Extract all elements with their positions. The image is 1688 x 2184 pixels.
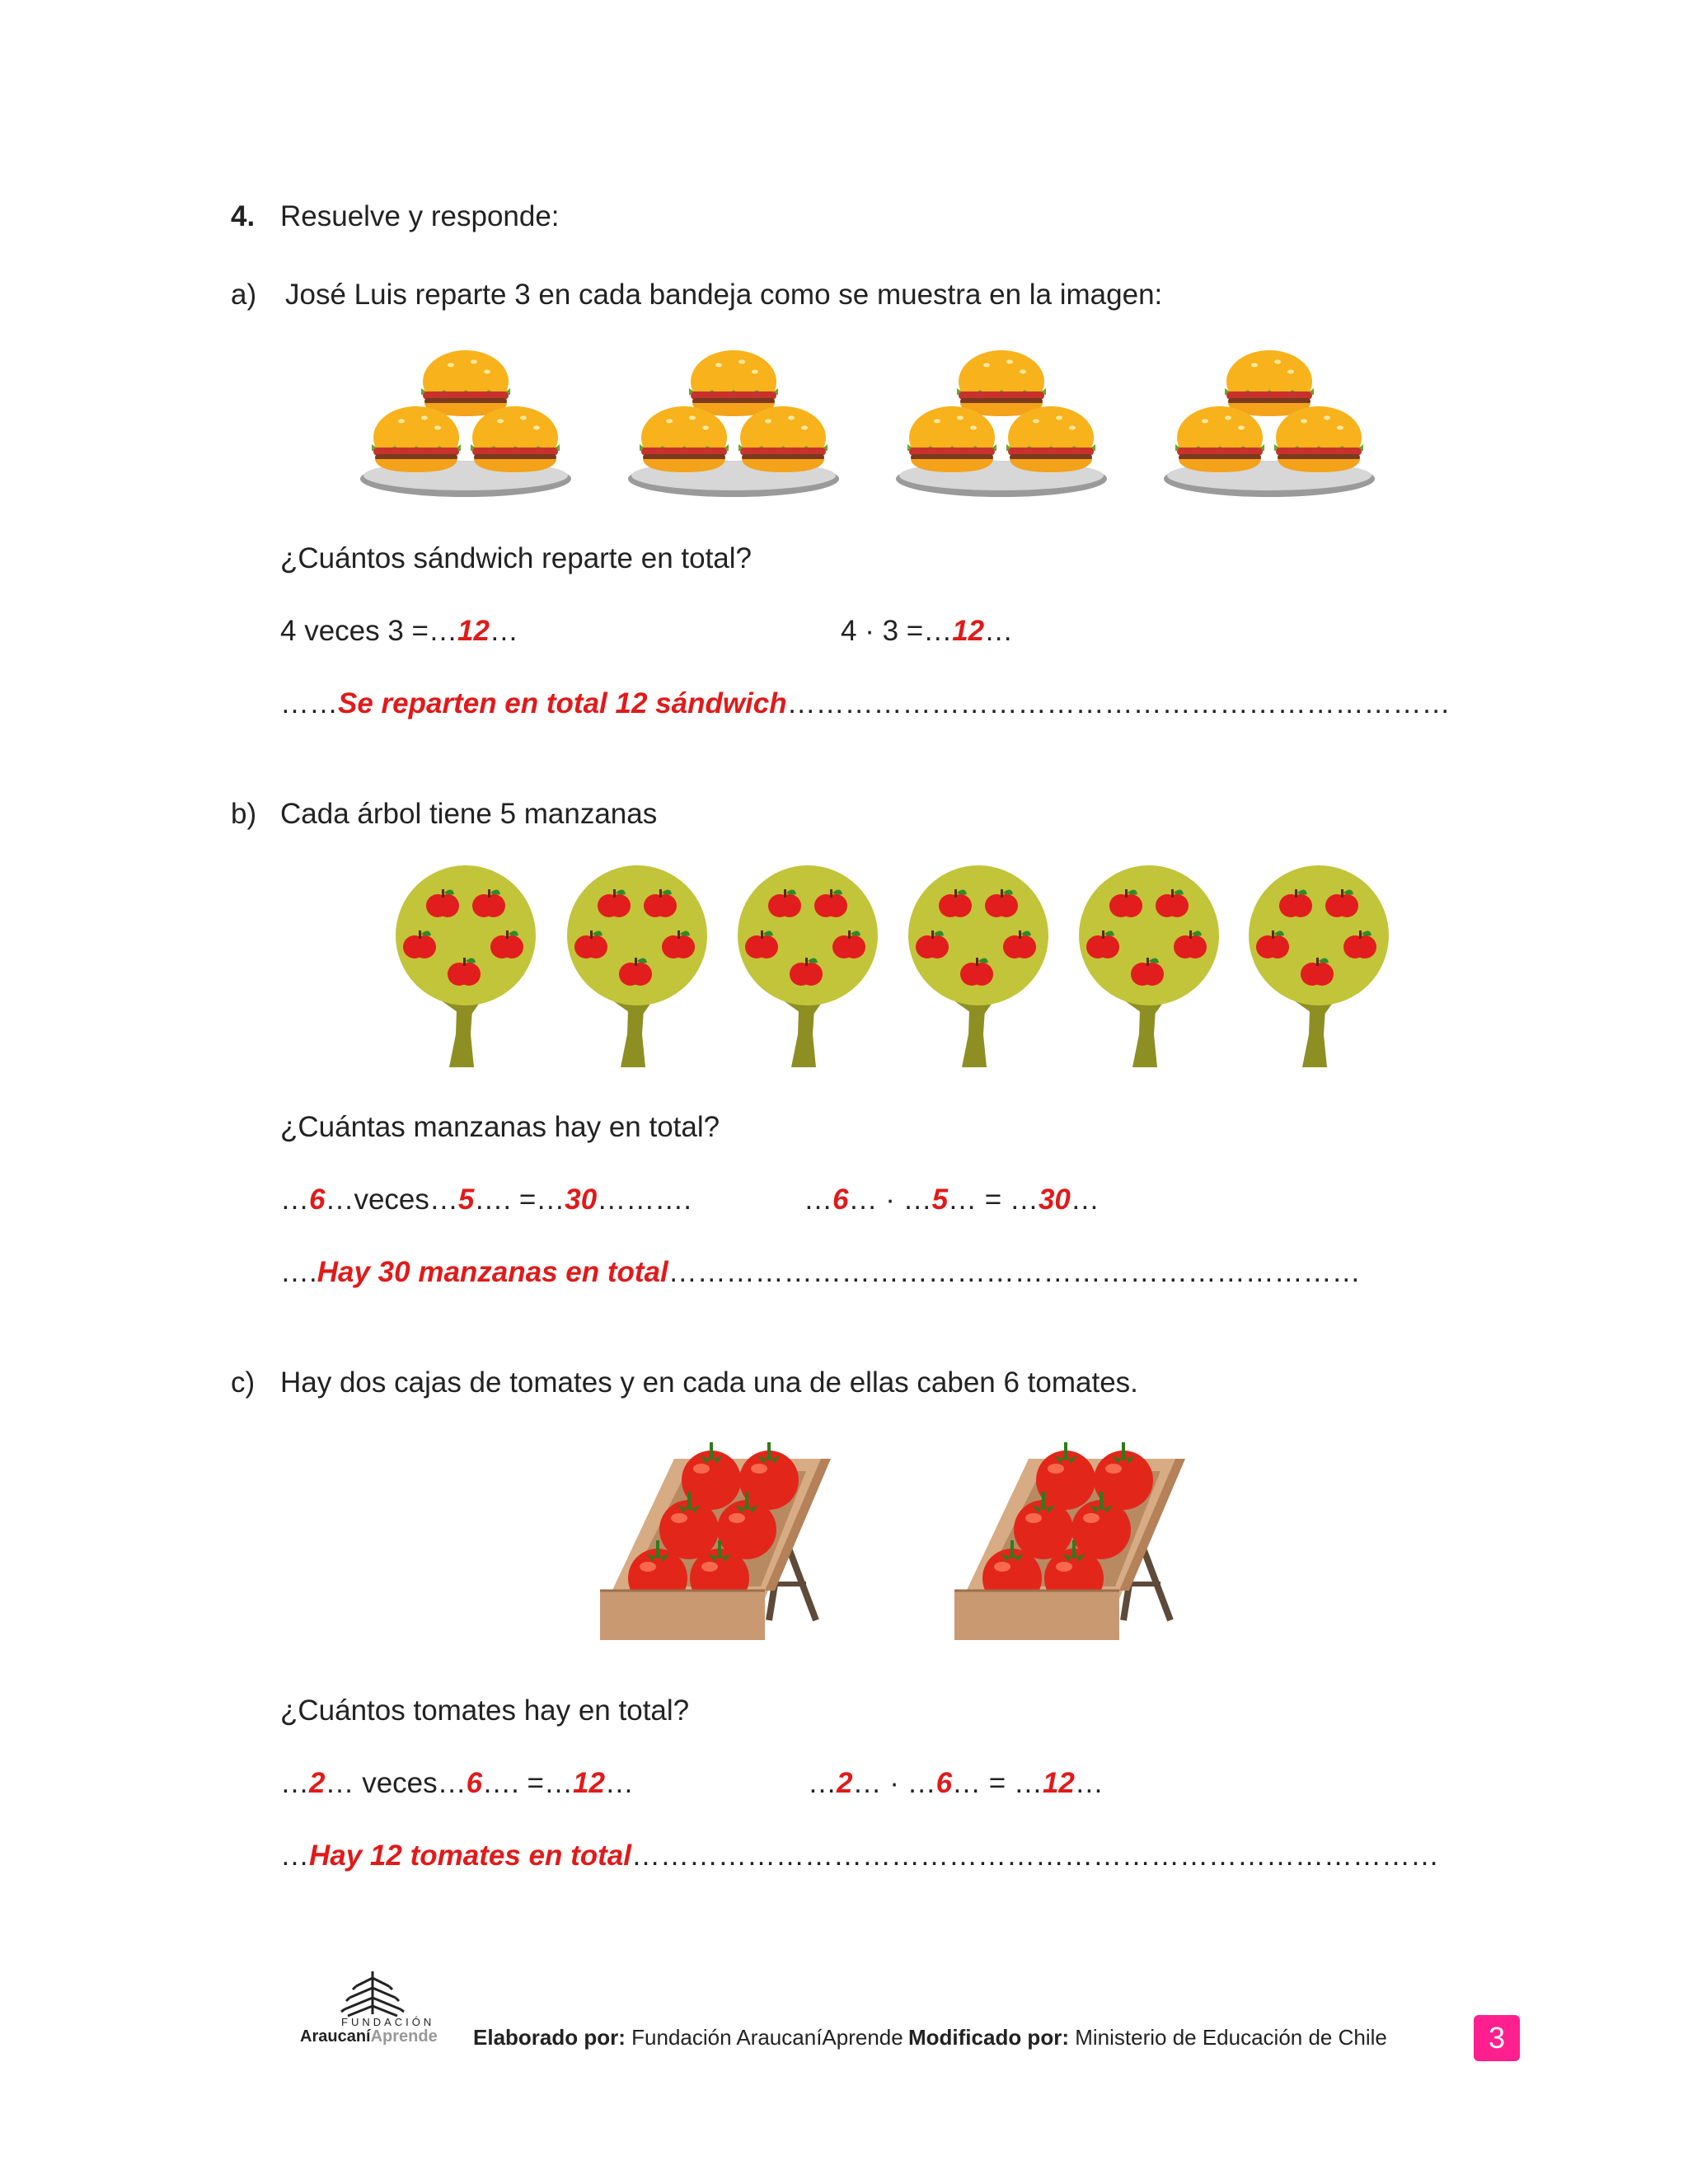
exercise-instruction: Resuelve y responde: bbox=[280, 200, 560, 232]
part-c-answer-line bbox=[280, 1841, 1439, 1870]
part-b-equation-1 bbox=[280, 1185, 692, 1214]
eq-text: … = … bbox=[948, 1183, 1039, 1216]
answer-lead: …. bbox=[280, 1256, 317, 1288]
eq-answer: 12 bbox=[572, 1767, 605, 1799]
eq-text: …veces… bbox=[325, 1183, 458, 1216]
part-c-label: c) bbox=[231, 1366, 256, 1399]
eq-text: … bbox=[808, 1767, 837, 1799]
part-a-statement: José Luis reparte 3 en cada bandeja como se muestra en la imagen: bbox=[285, 279, 1163, 311]
exercise-number: 4. bbox=[231, 200, 256, 232]
part-b-answer-line bbox=[280, 1258, 1361, 1286]
tomato-crate-icon bbox=[954, 1426, 1193, 1648]
burger-plate-icon bbox=[618, 342, 849, 507]
answer-text: Hay 12 tomates en total bbox=[309, 1840, 631, 1872]
eq-answer: 6 bbox=[309, 1183, 326, 1216]
eq-answer: 30 bbox=[565, 1183, 598, 1216]
apple-tree-icon bbox=[1075, 861, 1223, 1076]
eq-answer: 5 bbox=[457, 1183, 475, 1216]
apple-tree-icon bbox=[904, 861, 1053, 1076]
part-a-question: ¿Cuántos sándwich reparte en total? bbox=[280, 542, 752, 574]
answer-trail: ……………………………………………………………… bbox=[668, 1256, 1361, 1288]
eq-answer: 2 bbox=[309, 1767, 326, 1799]
logo-wordmark bbox=[300, 2027, 438, 2046]
eq-answer: 12 bbox=[952, 615, 985, 647]
eq-text: … bbox=[489, 615, 518, 647]
burger-plate-icon bbox=[1154, 342, 1385, 507]
part-b-statement: Cada árbol tiene 5 manzanas bbox=[280, 798, 658, 830]
eq-text: … bbox=[984, 615, 1014, 647]
made-by-value: Fundación AraucaníAprende bbox=[631, 2025, 903, 2050]
eq-text: … bbox=[280, 1767, 309, 1799]
eq-answer: 6 bbox=[832, 1183, 849, 1216]
answer-lead: … bbox=[280, 1840, 309, 1872]
eq-text: … = … bbox=[952, 1767, 1043, 1799]
eq-answer: 6 bbox=[935, 1767, 953, 1799]
part-b-equation-2 bbox=[804, 1185, 1100, 1214]
eq-text: … bbox=[1074, 1767, 1104, 1799]
answer-trail: …………………………………………………………… bbox=[786, 687, 1451, 719]
eq-text: …. =… bbox=[482, 1767, 573, 1799]
apple-tree-icon bbox=[1245, 861, 1393, 1076]
apple-tree-icon bbox=[392, 861, 540, 1076]
part-a-equation-2 bbox=[841, 616, 1013, 645]
eq-answer: 2 bbox=[837, 1767, 853, 1799]
eq-text: … bbox=[280, 1183, 309, 1216]
answer-lead: …… bbox=[280, 687, 338, 719]
eq-text: … bbox=[1070, 1183, 1100, 1216]
burger-plate-icon bbox=[886, 342, 1117, 507]
part-a-label: a) bbox=[231, 279, 257, 311]
modified-label: Modificado por: bbox=[908, 2025, 1069, 2050]
apple-tree-icon bbox=[734, 861, 882, 1076]
part-c-question: ¿Cuántos tomates hay en total? bbox=[280, 1694, 690, 1727]
eq-text: … bbox=[604, 1767, 634, 1799]
eq-text: … veces… bbox=[325, 1767, 467, 1799]
tomato-crate-icon bbox=[600, 1426, 839, 1648]
logo-word-1: Araucaní bbox=[300, 2027, 371, 2046]
burger-plate-icon bbox=[350, 342, 581, 507]
eq-text: … · … bbox=[848, 1183, 932, 1216]
part-a-answer-line bbox=[280, 689, 1451, 718]
eq-answer: 5 bbox=[931, 1183, 949, 1216]
answer-text: Se reparten en total 12 sándwich bbox=[338, 687, 787, 719]
part-b-question: ¿Cuántas manzanas hay en total? bbox=[280, 1111, 720, 1143]
eq-text: …. =… bbox=[474, 1183, 565, 1216]
part-c-equation-2 bbox=[808, 1769, 1104, 1797]
part-c-equation-1 bbox=[280, 1769, 634, 1797]
made-by-label: Elaborado por: bbox=[473, 2025, 626, 2050]
eq-answer: 12 bbox=[457, 615, 490, 647]
eq-text: … · … bbox=[852, 1767, 936, 1799]
answer-text: Hay 30 manzanas en total bbox=[316, 1256, 668, 1288]
logo-top-text: FUNDACIÓN bbox=[341, 2016, 435, 2028]
part-a-equation-1 bbox=[280, 616, 518, 645]
eq-text: 4 veces 3 =… bbox=[280, 615, 457, 647]
footer-modified-by bbox=[908, 2025, 1387, 2050]
eq-answer: 30 bbox=[1038, 1183, 1071, 1216]
apple-tree-icon bbox=[563, 861, 711, 1076]
logo-word-2: Aprende bbox=[370, 2027, 438, 2046]
eq-answer: 6 bbox=[466, 1767, 483, 1799]
foundation-logo bbox=[298, 1965, 447, 2047]
eq-text: 4 · 3 =… bbox=[841, 615, 953, 647]
page-number-badge: 3 bbox=[1474, 2015, 1520, 2061]
answer-trail: ………………………………………………………………………… bbox=[631, 1840, 1439, 1872]
eq-text: ………. bbox=[597, 1183, 692, 1216]
modified-value: Ministerio de Educación de Chile bbox=[1075, 2025, 1387, 2050]
part-b-label: b) bbox=[231, 798, 257, 830]
eq-answer: 12 bbox=[1042, 1767, 1075, 1799]
eq-text: … bbox=[804, 1183, 832, 1216]
footer-made-by bbox=[473, 2025, 903, 2050]
part-c-statement: Hay dos cajas de tomates y en cada una de ellas caben 6 tomates. bbox=[280, 1366, 1138, 1399]
